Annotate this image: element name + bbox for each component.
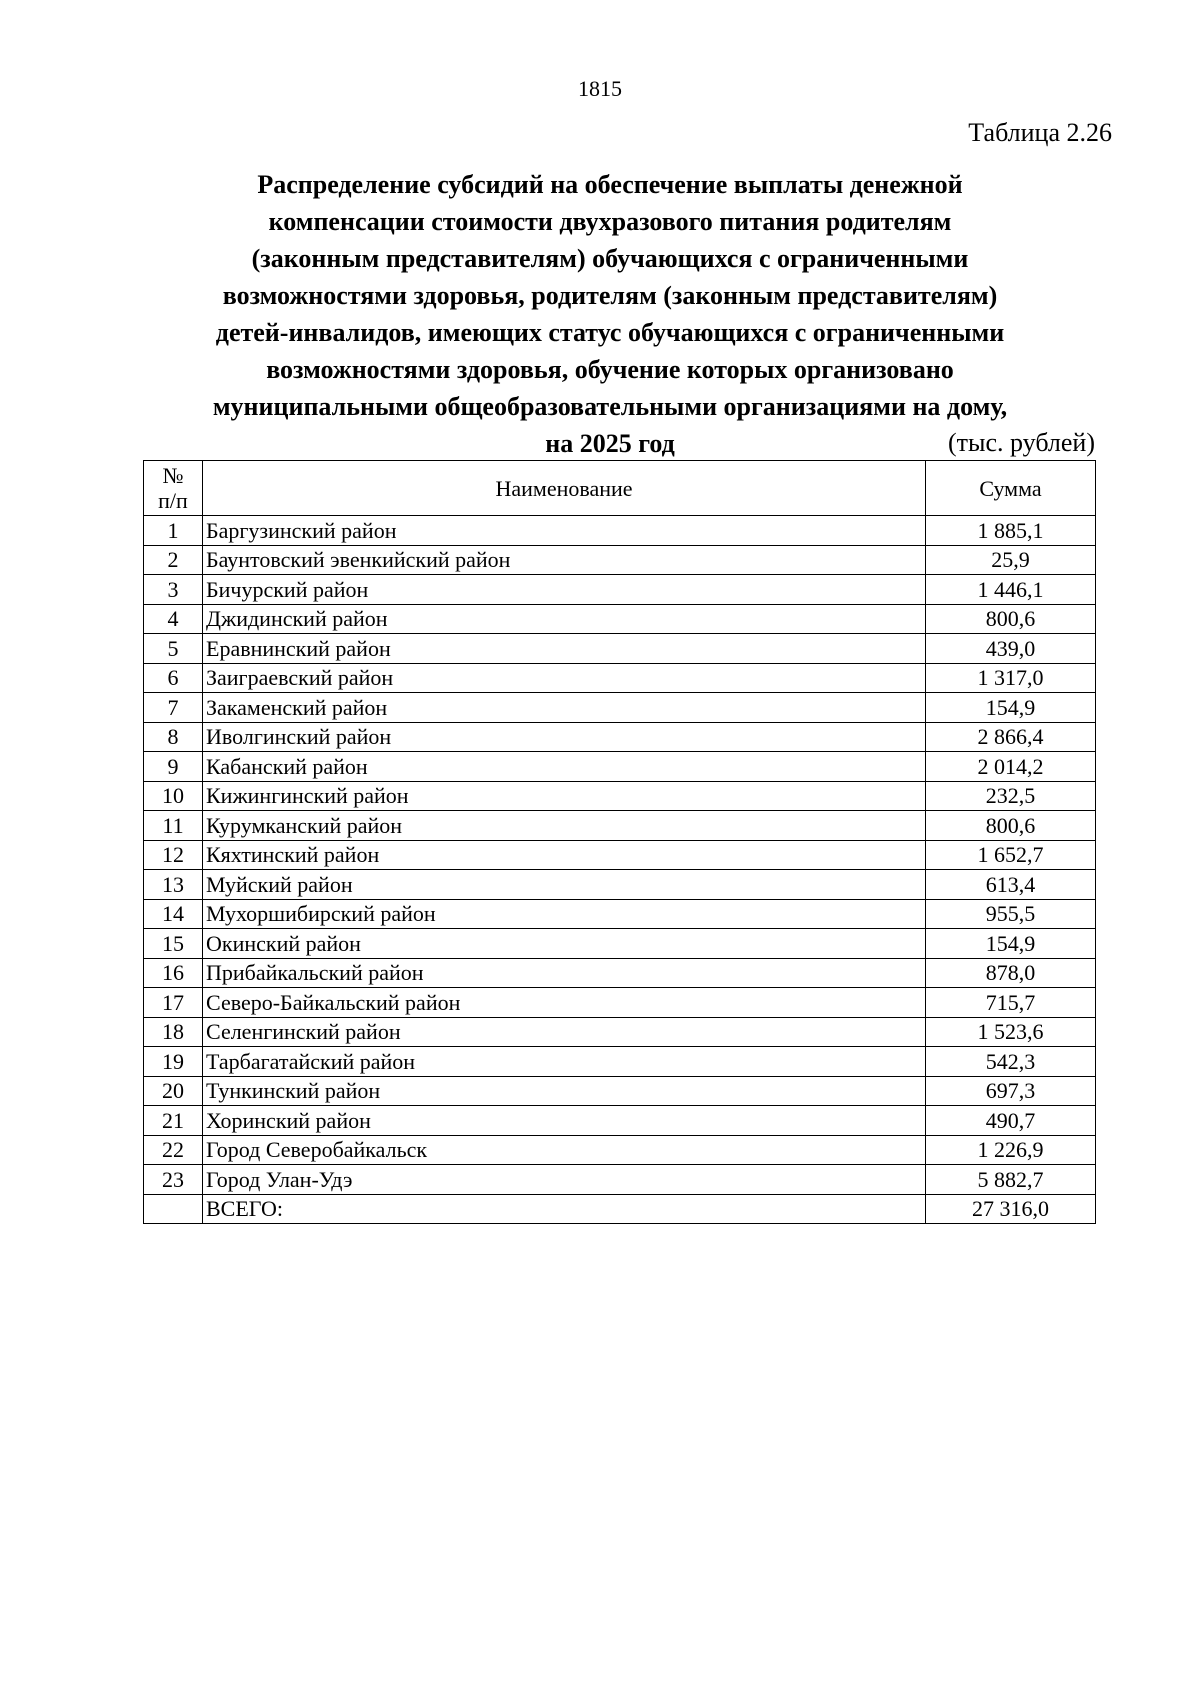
table-row: [144, 1106, 1096, 1136]
table-row: [144, 958, 1096, 988]
row-name: Кижингинский район: [203, 781, 926, 811]
table-row: [144, 929, 1096, 959]
row-number: 14: [144, 899, 203, 929]
row-sum: 1 446,1: [926, 575, 1096, 605]
row-sum: 2 866,4: [926, 722, 1096, 752]
table-row: [144, 988, 1096, 1018]
row-number: 17: [144, 988, 203, 1018]
row-sum: 800,6: [926, 811, 1096, 841]
row-sum: 800,6: [926, 604, 1096, 634]
row-name: Город Улан-Удэ: [203, 1165, 926, 1195]
row-name: Баунтовский эвенкийский район: [203, 545, 926, 575]
row-sum: 490,7: [926, 1106, 1096, 1136]
row-number: 20: [144, 1076, 203, 1106]
row-number: 16: [144, 958, 203, 988]
row-sum: 25,9: [926, 545, 1096, 575]
row-name: Иволгинский район: [203, 722, 926, 752]
row-sum: 2 014,2: [926, 752, 1096, 782]
subsidy-table: [143, 460, 1096, 1224]
row-sum: 1 885,1: [926, 516, 1096, 546]
table-row: [144, 811, 1096, 841]
row-name: Прибайкальский район: [203, 958, 926, 988]
title-line: компенсации стоимости двухразового питания родителям: [268, 207, 952, 236]
total-row: [144, 1194, 1096, 1224]
row-number: 18: [144, 1017, 203, 1047]
row-name: Селенгинский район: [203, 1017, 926, 1047]
table-row: [144, 693, 1096, 723]
row-number: 23: [144, 1165, 203, 1195]
row-sum: 5 882,7: [926, 1165, 1096, 1195]
row-number: 5: [144, 634, 203, 664]
row-name: Окинский район: [203, 929, 926, 959]
row-number: 8: [144, 722, 203, 752]
row-number: 7: [144, 693, 203, 723]
table-row: [144, 781, 1096, 811]
table-row: [144, 840, 1096, 870]
title-line: на 2025 год: [545, 429, 675, 458]
header-number: [144, 461, 203, 516]
row-sum: 1 226,9: [926, 1135, 1096, 1165]
row-number: 2: [144, 545, 203, 575]
row-number: 19: [144, 1047, 203, 1077]
row-name: Северо-Байкальский район: [203, 988, 926, 1018]
table-header-row: [144, 461, 1096, 516]
row-number: 11: [144, 811, 203, 841]
row-sum: 439,0: [926, 634, 1096, 664]
row-number: 12: [144, 840, 203, 870]
document-title: [140, 166, 1080, 462]
row-name: ВСЕГО:: [203, 1194, 926, 1224]
row-name: Город Северобайкальск: [203, 1135, 926, 1165]
table-row: [144, 1047, 1096, 1077]
table-label: Таблица 2.26: [968, 118, 1112, 147]
row-name: Муйский район: [203, 870, 926, 900]
header-number-abbr: п/п: [158, 488, 188, 513]
row-number: 22: [144, 1135, 203, 1165]
title-line: (законным представителям) обучающихся с ограниченными: [251, 244, 969, 273]
row-sum: 27 316,0: [926, 1194, 1096, 1224]
row-name: Курумканский район: [203, 811, 926, 841]
row-number: 10: [144, 781, 203, 811]
title-line: Распределение субсидий на обеспечение выплаты денежной: [257, 170, 963, 199]
title-line: возможностями здоровья, обучение которых организовано: [266, 355, 954, 384]
table-row: [144, 1076, 1096, 1106]
title-line: муниципальными общеобразовательными организациями на дому,: [212, 392, 1008, 421]
row-number: 21: [144, 1106, 203, 1136]
table-row: [144, 1165, 1096, 1195]
row-name: Баргузинский район: [203, 516, 926, 546]
table-row: [144, 752, 1096, 782]
row-sum: 232,5: [926, 781, 1096, 811]
row-number: 1: [144, 516, 203, 546]
row-number: 9: [144, 752, 203, 782]
row-name: Бичурский район: [203, 575, 926, 605]
title-line: детей-инвалидов, имеющих статус обучающихся с ограниченными: [215, 318, 1005, 347]
row-name: Джидинский район: [203, 604, 926, 634]
header-sum: Сумма: [926, 461, 1096, 516]
row-number: 3: [144, 575, 203, 605]
header-number-symbol: №: [162, 463, 184, 488]
table-row: [144, 516, 1096, 546]
row-name: Закаменский район: [203, 693, 926, 723]
table-row: [144, 1135, 1096, 1165]
row-name: Тарбагатайский район: [203, 1047, 926, 1077]
table-row: [144, 1017, 1096, 1047]
page-number: 1815: [578, 76, 622, 101]
table-row: [144, 545, 1096, 575]
row-name: Еравнинский район: [203, 634, 926, 664]
row-number: 13: [144, 870, 203, 900]
table-row: [144, 634, 1096, 664]
row-number: 6: [144, 663, 203, 693]
units-label: (тыс. рублей): [947, 428, 1095, 457]
header-name: Наименование: [203, 461, 926, 516]
row-sum: 154,9: [926, 693, 1096, 723]
table-row: [144, 870, 1096, 900]
row-sum: 697,3: [926, 1076, 1096, 1106]
row-sum: 878,0: [926, 958, 1096, 988]
row-sum: 715,7: [926, 988, 1096, 1018]
row-name: Мухоршибирский район: [203, 899, 926, 929]
row-number: 15: [144, 929, 203, 959]
table-row: [144, 663, 1096, 693]
table-row: [144, 722, 1096, 752]
row-name: Заиграевский район: [203, 663, 926, 693]
row-sum: 154,9: [926, 929, 1096, 959]
row-number: [144, 1194, 203, 1224]
row-sum: 1 523,6: [926, 1017, 1096, 1047]
row-name: Хоринский район: [203, 1106, 926, 1136]
table-row: [144, 575, 1096, 605]
row-sum: 542,3: [926, 1047, 1096, 1077]
title-line: возможностями здоровья, родителям (законным представителям): [222, 281, 998, 310]
row-sum: 955,5: [926, 899, 1096, 929]
row-number: 4: [144, 604, 203, 634]
row-name: Кабанский район: [203, 752, 926, 782]
row-sum: 1 652,7: [926, 840, 1096, 870]
table-body: [144, 516, 1096, 1224]
row-sum: 1 317,0: [926, 663, 1096, 693]
table-row: [144, 899, 1096, 929]
row-sum: 613,4: [926, 870, 1096, 900]
row-name: Тункинский район: [203, 1076, 926, 1106]
table-row: [144, 604, 1096, 634]
row-name: Кяхтинский район: [203, 840, 926, 870]
